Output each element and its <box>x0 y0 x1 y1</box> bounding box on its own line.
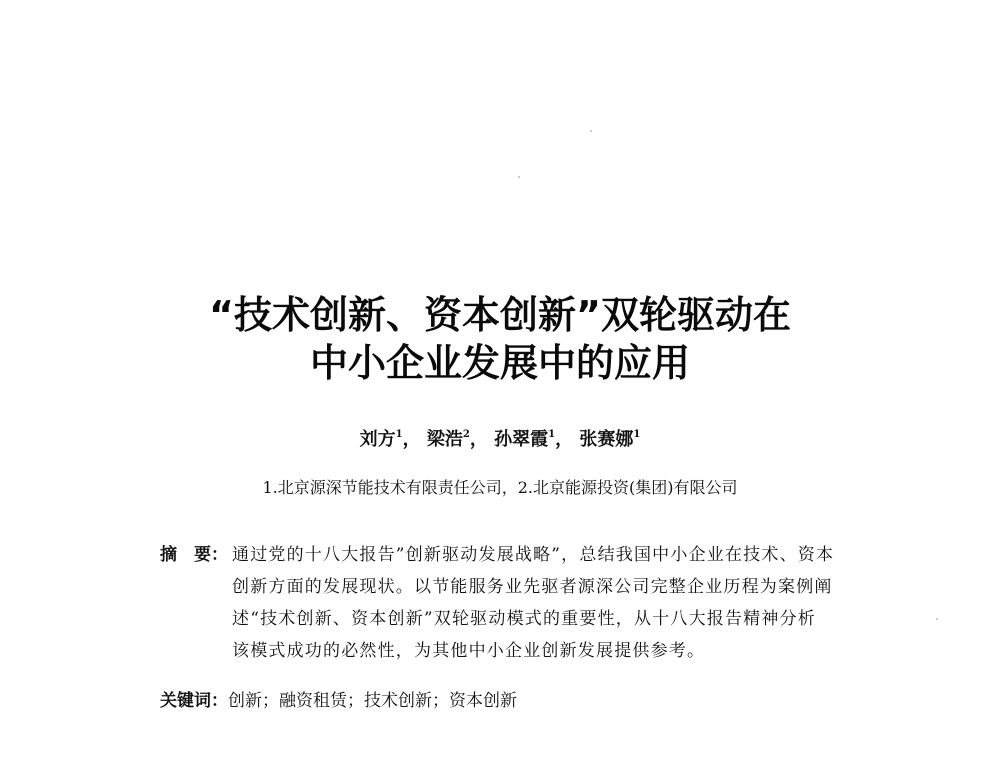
keywords-text: 创新；融资租赁；技术创新；资本创新 <box>228 691 517 711</box>
affiliations: 1.北京源深节能技术有限责任公司，2.北京能源投资(集团)有限公司 <box>262 478 738 497</box>
abstract-line: 创新方面的发展现状。以节能服务业先驱者源深公司完整企业历程为案例阐 <box>232 577 833 597</box>
abstract-line: 述“技术创新、资本创新”双轮驱动模式的重要性，从十八大报告精神分析 <box>232 609 816 629</box>
scan-speck <box>518 176 520 178</box>
abstract-label: 摘 要： <box>160 545 228 565</box>
author-name: 刘方 <box>359 429 396 450</box>
author-affiliation-mark: 1 <box>548 429 556 440</box>
author-name: 孙翠霞 <box>494 429 549 450</box>
author-separator: ， <box>469 429 488 450</box>
author-affiliation-mark: 2 <box>462 429 470 440</box>
abstract-line: 该模式成功的必然性，为其他中小企业创新发展提供参考。 <box>232 641 706 661</box>
abstract-line: 通过党的十八大报告”创新驱动发展战略”，总结我国中小企业在技术、资本 <box>232 545 835 565</box>
paper-title-line-1: “技术创新、资本创新”双轮驱动在 <box>209 293 791 337</box>
scan-speck <box>936 618 938 620</box>
scan-speck <box>590 130 592 132</box>
author-affiliation-mark: 1 <box>395 429 403 440</box>
author-affiliation-mark: 1 <box>633 429 641 440</box>
keywords-label: 关键词： <box>160 691 228 711</box>
author-separator: ， <box>555 429 574 450</box>
author-name: 张赛娜 <box>579 429 634 450</box>
author-separator: ， <box>402 429 421 450</box>
author-name: 梁浩 <box>426 429 463 450</box>
paper-title-line-2: 中小企业发展中的应用 <box>309 341 690 385</box>
author-list <box>0 428 1000 452</box>
keywords-section <box>160 688 860 714</box>
